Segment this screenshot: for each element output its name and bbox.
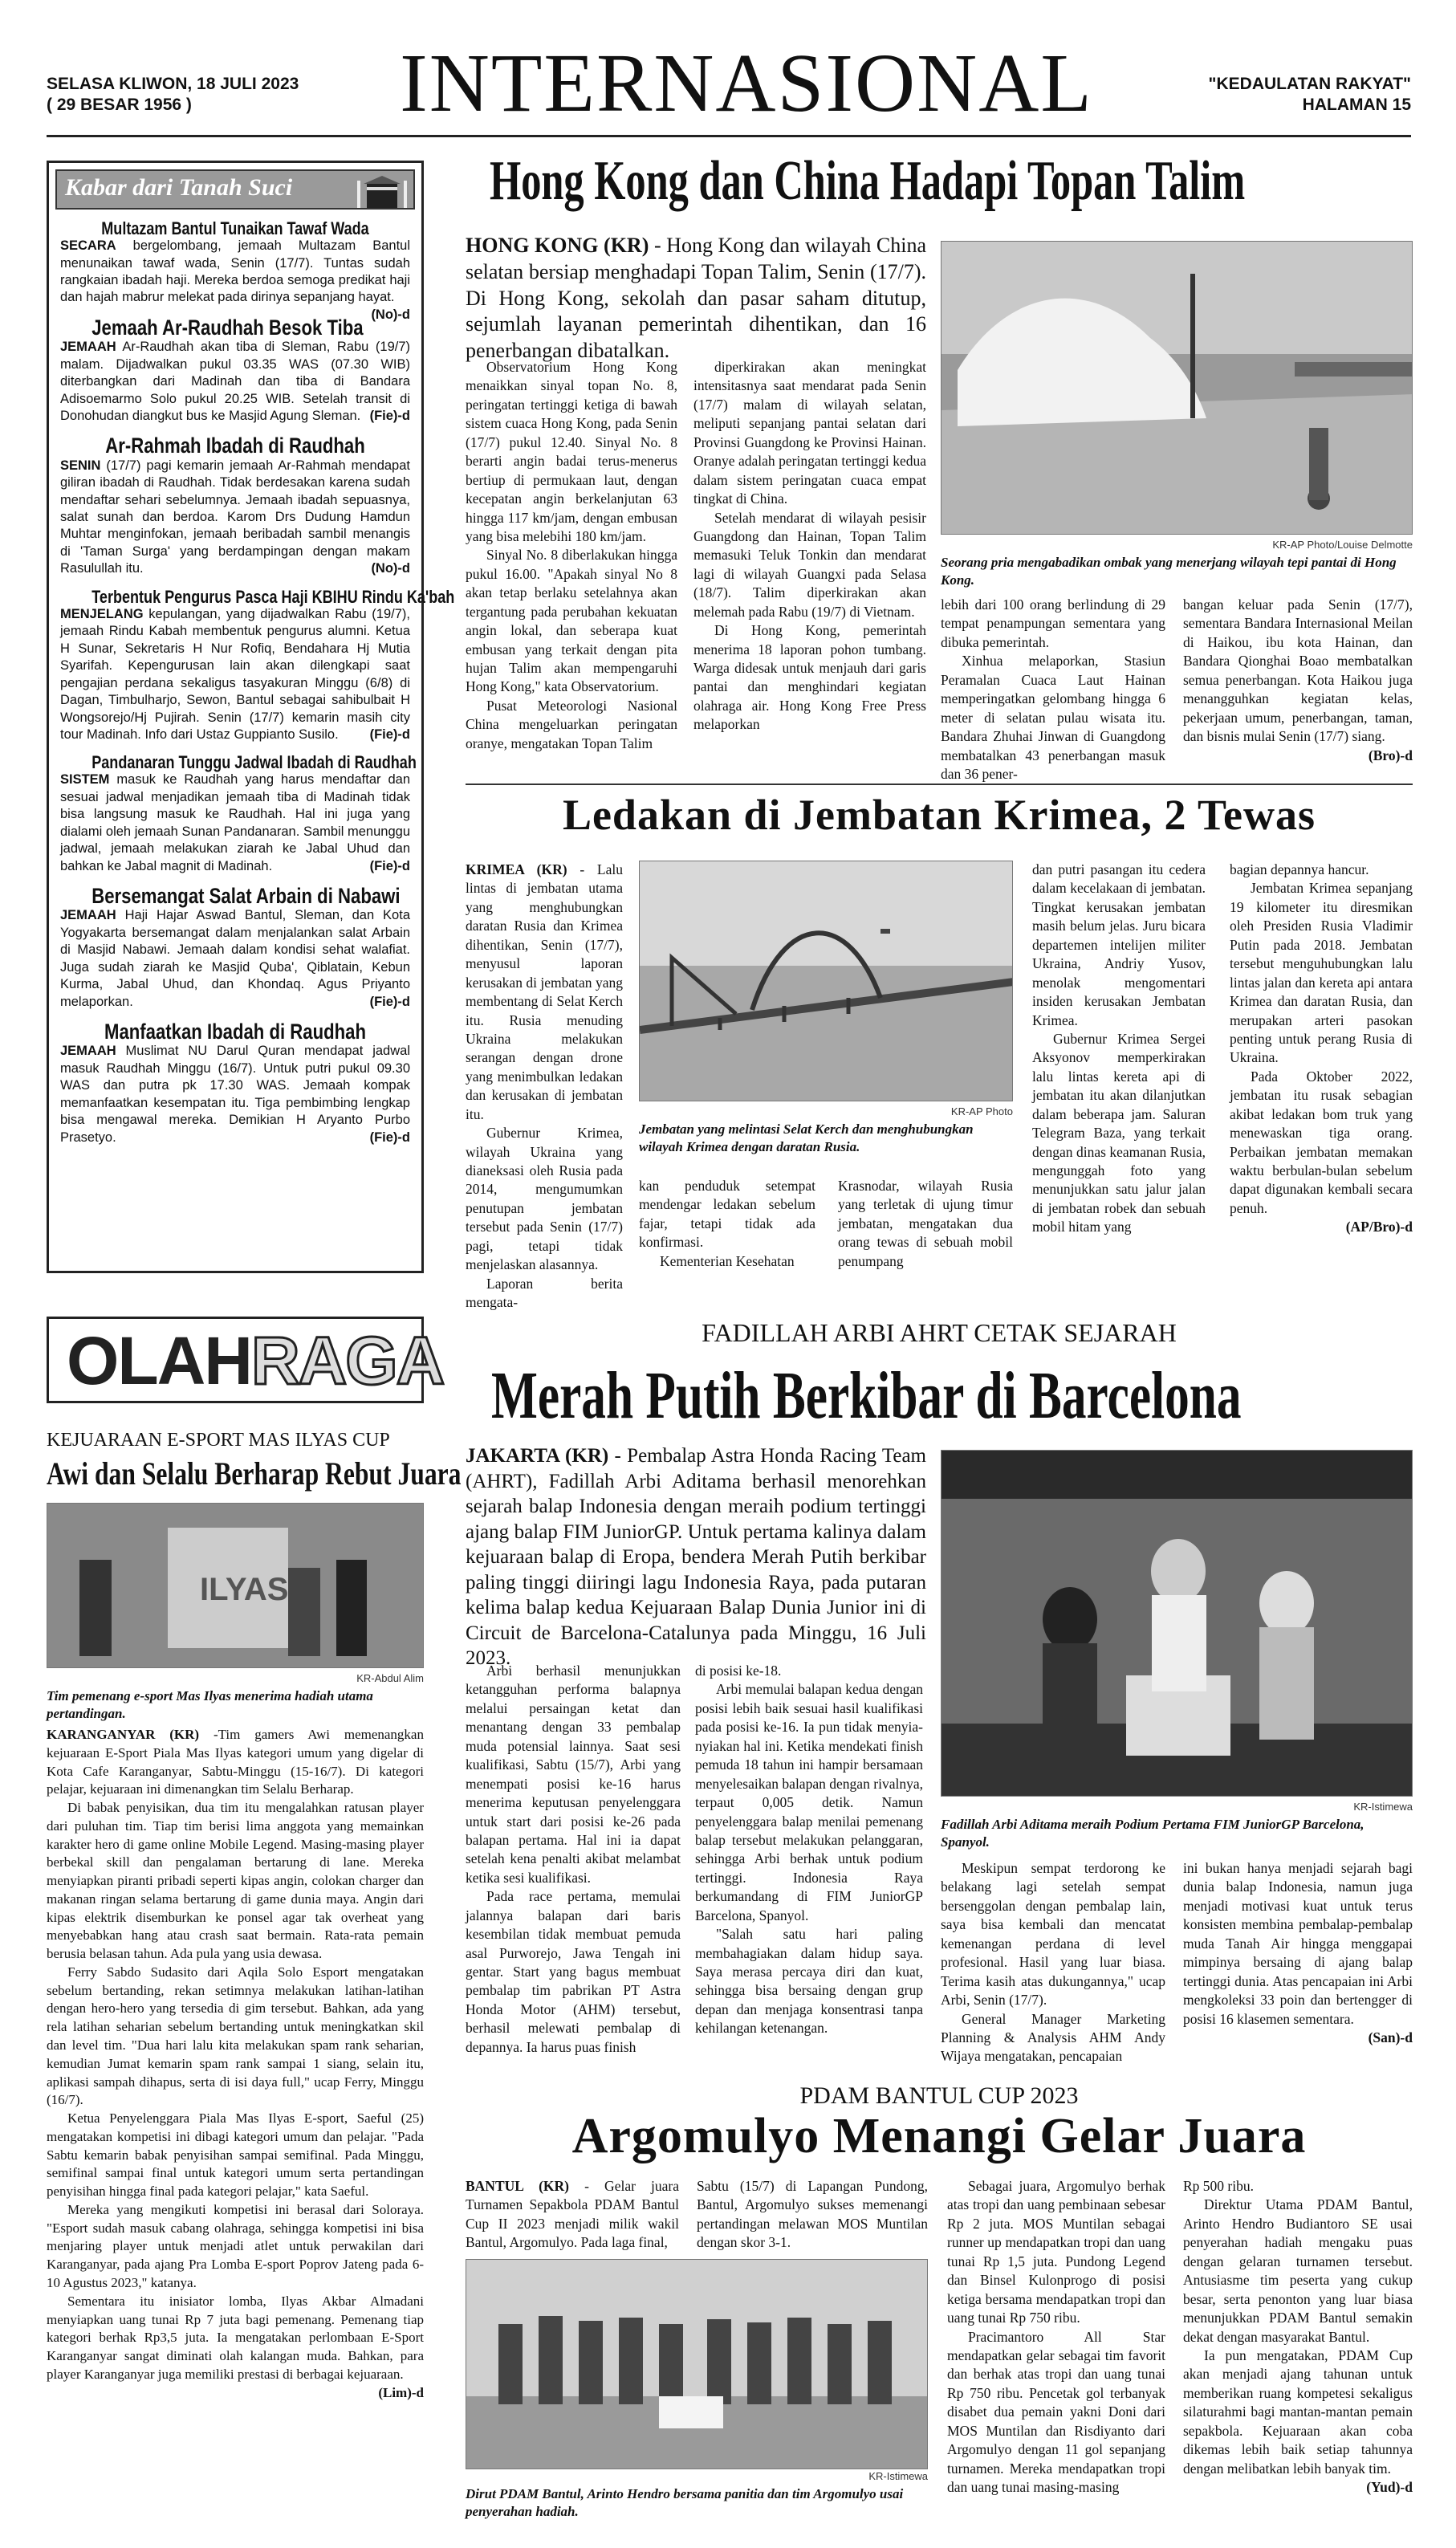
paragraph: Xinhua melaporkan, Stasiun Peramalan Cuaca Laut Hainan memperingatkan gelombang hingga 6 meter di selatan pulau wisata itu. Bandara Zhuhai Jinwan di Guangdong membatalkan 43 penerbangan masuk dan 36 pener- bbox=[941, 653, 1165, 782]
hijri-line: ( 29 BESAR 1956 ) bbox=[47, 96, 192, 115]
krimea-rule bbox=[466, 784, 1413, 785]
esport-body bbox=[47, 1726, 424, 2402]
paragraph: General Manager Marketing Planning & Analysis AHM Andy Wijaya mengatakan, pencapaian bbox=[941, 2010, 1165, 2065]
mp-col1 bbox=[466, 1662, 681, 2057]
kabar-item bbox=[60, 1020, 410, 1146]
kabar-items bbox=[60, 218, 455, 1156]
wave-photo-image bbox=[942, 242, 1413, 535]
kabar-item-lead: MENJELANG bbox=[60, 606, 144, 621]
mp-col4 bbox=[1183, 1859, 1413, 2047]
esport-dateline: KARANGANYAR (KR) bbox=[47, 1727, 200, 1742]
paragraph: Ketua Penyelenggara Piala Mas Ilyas E-sport, Saeful (25) mengatakan kompetisi ini dibagi kategori umum dan pelajar. "Pada Sabtu kemarin babak penyisihan sampai semifinal. Pada Minggu, semifinal sampai final untuk kategori umum serta pertandingan penyisihan hingga final pada kategori pelajar," kata Saeful. bbox=[47, 2110, 424, 2200]
krimea-col1b bbox=[466, 1124, 623, 1312]
esport-headline: Awi dan Selalu Berharap Rebut Juara bbox=[47, 1455, 462, 1492]
olahraga-logo bbox=[47, 1317, 444, 1403]
mp-col3 bbox=[941, 1859, 1165, 2066]
olahraga-label-b: RAGA bbox=[250, 1323, 444, 1398]
hk-col3 bbox=[941, 596, 1165, 784]
paragraph: Kementerian Kesehatan bbox=[660, 1252, 795, 1269]
kabar-item-body bbox=[60, 771, 410, 875]
mp-kicker: FADILLAH ARBI AHRT CETAK SEJARAH bbox=[702, 1318, 1177, 1347]
pdam-headline: Argomulyo Menangi Gelar Juara bbox=[571, 2109, 1307, 2163]
team-photo-image bbox=[466, 2260, 928, 2469]
hk-photo bbox=[941, 241, 1413, 535]
kabar-item bbox=[60, 218, 410, 322]
krimea-col1-text: - Lalu lintas di jembatan utama yang menghubungkan daratan Rusia dan Krimea dihentikan, Senin (17/7), menyusul laporan kerusakan di jembatan yang membentang di Selat Kerch itu. Rusia menuding Ukraina melakukan serangan dengan drone yang menimbulkan ledakan dan kerusakan di jembatan itu. bbox=[466, 861, 624, 1122]
kabar-item-title: Ar-Rahmah Ibadah di Raudhah bbox=[105, 433, 365, 458]
paragraph: Setelah mendarat di wilayah pesisir Guangdong dan Hainan, Topan Talim memasuki Teluk Tonkin dan mendarat lagi di wilayah Guangxi pada Selasa (18/7). Talim diperkirakan akan melemah pada Rabu (19/7) di Vietnam. bbox=[693, 509, 926, 620]
paragraph: Meskipun sempat terdorong ke belakang lagi setelah sempat bersenggolan dengan pembalap lain, saya bisa kembali dan mencatat kemenangan perdana di level profesional. Hasil yang luar biasa. Terima kasih atas dukungannya," ucap Arbi, Senin (17/7). bbox=[941, 1860, 1165, 2009]
kabar-item bbox=[60, 885, 410, 1011]
krimea-photo-credit: KR-AP Photo bbox=[950, 1105, 1013, 1117]
pdam-photo-credit: KR-Istimewa bbox=[868, 2470, 928, 2482]
podium-photo-image bbox=[942, 1451, 1413, 1797]
kabar-item-title: Terbentuk Pengurus Pasca Haji KBIHU Rindu Ka'bah bbox=[92, 586, 455, 607]
author-signature: (Lim)-d bbox=[378, 2384, 424, 2400]
masthead-date bbox=[47, 74, 299, 116]
kabar-item bbox=[60, 752, 417, 875]
pdam-dateline: BANTUL (KR) bbox=[466, 2178, 569, 2194]
kabar-item-body bbox=[60, 238, 410, 322]
author-signature: (Fie)-d bbox=[369, 727, 410, 742]
hk-col1 bbox=[466, 358, 677, 753]
author-signature: (San)-d bbox=[1368, 2029, 1413, 2045]
author-signature: (No)-d bbox=[371, 307, 410, 322]
page-number: HALAMAN 15 bbox=[1302, 96, 1411, 115]
kabar-item-text: masuk ke Raudhah yang harus mendaftar dan sesuai jadwal menjadikan jemaah tiba di Madinah tidak bisa langsung masuk ke Raudhah. Hal ini juga yang dialami oleh jemaah Sunan Pandanaran. Sambil menunggu jadwal, jemaah melakukan ziarah ke Jabal Uhud dan bahkan ke Jabal magnit di Madinah. bbox=[60, 772, 410, 873]
kabar-item-text: Muslimat NU Darul Quran mendapat jadwal masuk Raudhah Minggu (16/7). Untuk putri pukul 09.30 WAS dan putra pk 17.30 WAS. Jemaah kompak memanfaatkan kesempatan itu. Tiga pembimbing lengkap bisa mengawal mereka. Demikian H Aryanto Purbo Prasetyo. bbox=[60, 1044, 410, 1145]
mp-col2 bbox=[695, 1662, 923, 2038]
paragraph: Ia pun mengatakan, PDAM Cup akan menjadi ajang tahunan untuk memberikan ruang kompetesi sekaligus silaturahmi bagi mantan-mantan pemain sepakbola. Kejuaraan akan coba dikemas lebih baik setiap tahunnya dengan melibatkan lebih banyak tim. bbox=[1183, 2347, 1413, 2477]
paper-name: "KEDAULATAN RAKYAT" bbox=[1208, 75, 1411, 93]
kaaba-icon bbox=[356, 173, 409, 210]
hk-headline: Hong Kong dan China Hadapi Topan Talim bbox=[490, 150, 1246, 212]
mp-photo-caption: Fadillah Arbi Aditama meraih Podium Pertama FIM JuniorGP Barcelona, Spanyol. bbox=[941, 1817, 1364, 1850]
kabar-item-body bbox=[60, 907, 410, 1011]
paragraph: Pusat Meteorologi Nasional China mengeluarkan peringatan oranye, mengatakan Topan Talim bbox=[466, 697, 677, 751]
hk-dateline: HONG KONG (KR) bbox=[466, 234, 649, 257]
krimea-photo-caption: Jembatan yang melintasi Selat Kerch dan menghubungkan wilayah Krimea dengan daratan Rusia. bbox=[639, 1121, 974, 1155]
hk-lead bbox=[466, 233, 926, 364]
krimea-col3 bbox=[838, 1177, 1013, 1271]
esport-kicker: KEJUARAAN E-SPORT MAS ILYAS CUP bbox=[47, 1430, 390, 1451]
date-line: SELASA KLIWON, 18 JULI 2023 bbox=[47, 75, 299, 93]
paragraph: Direktur Utama PDAM Bantul, Arinto Hendro Budiantoro SE usai penyerahan hadiah mengaku puas dengan gelaran turnamen tersebut. Antusiasme tim peserta yang cukup besar, serta penonton yang luar biasa menunjukkan PDAM Bantul semakin dekat dengan masyarakat Bantul. bbox=[1183, 2196, 1413, 2345]
masthead-right bbox=[1204, 74, 1411, 116]
paragraph: Observatorium Hong Kong menaikkan sinyal topan No. 8, peringatan tertinggi ketiga di bawah sistem cuaca Hong Kong, pada Senin (17/7) pukul 12.40. Sinyal No. 8 berarti angin badai terus-menerus bertiup di permukaan laut, dengan kecepatan angin berkelanjutan 63 hingga 117 km/jam, dengan embusan yang bisa melebihi 180 km/jam. bbox=[466, 359, 677, 544]
pdam-col1 bbox=[466, 2177, 679, 2253]
kabar-item-text: bergelombang, jemaah Multazam Bantul menunaikan tawaf wada, Senin (17/7). Tuntas sudah rangkaian ibadah haji. Mereka berdoa semoga predikat haji dan hajah mabrur melekat pada dirinya sepanjang hayat. bbox=[60, 238, 410, 305]
pdam-photo bbox=[466, 2259, 928, 2469]
kabar-item-title: Jemaah Ar-Raudhah Besok Tiba bbox=[92, 315, 364, 340]
kabar-item-body bbox=[60, 606, 410, 744]
esport-lead: -Tim gamers Awi memenangkan kejuaraan E-Sport Piala Mas Ilyas kategori umum yang digelar di Kota Cafe Karanganyar, Sabtu-Minggu (15-16/7). Di kategori pelajar, kejuaraan ini dimenangkan tim Selalu Berharap. bbox=[47, 1727, 424, 1797]
kabar-box bbox=[47, 161, 455, 1273]
paragraph: Arbi memulai balapan kedua dengan posisi lebih baik sesuai hasil kualifikasi pada posisi ke-16. Ia pun tidak menyia-nyiakan hal ini. Ketika mendekati finish pemuda 18 tahun ini hampir bersamaan menyelesaikan balapan dengan rivalnya, terpaut 0,005 detik. Namun penyelenggara balap menilai pemenang balap tersebut melakukan pelanggaran, sehingga Arbi berhak untuk podium tertinggi. Indonesia Raya berkumandang di FIM JuniorGP Barcelona, Spanyol. bbox=[695, 1681, 923, 1923]
author-signature: (AP/Bro)-d bbox=[1345, 1219, 1413, 1235]
esport-paras bbox=[47, 1799, 424, 2400]
kabar-item-lead: SISTEM bbox=[60, 772, 110, 788]
author-signature: (Fie)-d bbox=[369, 408, 410, 423]
paragraph: Krasnodar, wilayah Rusia yang terletak di ujung timur jembatan, mengatakan dua orang tewas di sebuah mobil penumpang bbox=[838, 1178, 1013, 1269]
kabar-item bbox=[60, 316, 410, 425]
krimea-headline: Ledakan di Jembatan Krimea, 2 Tewas bbox=[562, 791, 1316, 839]
kabar-item-title: Pandanaran Tunggu Jadwal Ibadah di Raudhah bbox=[92, 752, 417, 773]
pdam-col2 bbox=[697, 2177, 928, 2253]
paragraph: di posisi ke-18. bbox=[695, 1663, 782, 1679]
paragraph: diperkirakan akan meningkat intensitasnya saat mendarat pada Senin (17/7) malam di wilayah selatan, meliputi sepanjang pantai selatan dari Provinsi Guangdong ke Provinsi Hainan. Oranye adalah peringatan tertinggi kedua dalam sistem peringatan cuaca empat tingkat di China. bbox=[693, 359, 926, 507]
pdam-kicker: PDAM BANTUL CUP 2023 bbox=[799, 2082, 1079, 2109]
author-signature: (No)-d bbox=[371, 561, 410, 576]
kabar-item-title: Multazam Bantul Tunaikan Tawaf Wada bbox=[101, 218, 369, 238]
kabar-header bbox=[55, 169, 415, 210]
hk-col2 bbox=[693, 358, 926, 735]
olahraga-label-a: OLAH bbox=[67, 1323, 251, 1398]
kabar-item-text: (17/7) pagi kemarin jemaah Ar-Rahmah mendapat giliran ibadah di Raudhah. Tidak berdesakan karena sudah mendaftar sehari sebelumnya. Jemaah ibadah sepuasnya, salat sunah dan berdoa. Karom Drs Dudung Hamdun Muhtar menginfokan, jemaah beribadah sambil menangis di 'Taman Surga' yang berdampingan dengan makam Rasulullah itu. bbox=[60, 458, 410, 576]
kabar-item bbox=[60, 434, 410, 577]
paragraph: Sebagai juara, Argomulyo berhak atas tropi dan uang pembinaan sebesar Rp 2 juta. MOS Muntilan sebagai runner up mendapatkan tropi dan uang tunai Rp 1,5 juta. Pundong Legend dan Binsel Kulonprogo di posisi ketiga bersama mendapatkan tropi dan uang tunai Rp 750 ribu. bbox=[947, 2178, 1165, 2326]
kabar-header-label: Kabar dari Tanah Suci bbox=[65, 174, 293, 201]
pdam-col1-text: - Gelar juara Turnamen Sepakbola PDAM Bantul Cup II 2023 menjadi milik wakil Bantul, Argomulyo. Pada laga final, bbox=[466, 2178, 680, 2251]
mp-dateline: JAKARTA (KR) bbox=[466, 1445, 609, 1467]
esport-photo bbox=[47, 1503, 424, 1668]
paragraph: Pracimantoro All Star mendapatkan gelar sebagai tim favorit dan berhak atas tropi dan uang tunai Rp 750 ribu. Pencetak gol terbanyak disabet dua pemain yakni Doni dari MOS Muntilan dan Risdiyanto dari Argomulyo dengan 11 gol sepanjang turnamen. Mereka mendapatkan tropi dan uang tunai masing-masing bbox=[947, 2328, 1165, 2495]
mp-photo-credit: KR-Istimewa bbox=[1353, 1801, 1413, 1813]
author-signature: (Fie)-d bbox=[369, 994, 410, 1009]
pdam-col4 bbox=[1183, 2177, 1413, 2497]
paragraph: Jembatan Krimea sepanjang 19 kilometer itu diresmikan oleh Presiden Rusia Vladimir Putin pada 2018. Jembatan tersebut menguhubungkan lalu lintas jalan dan kereta api antara Krimea dan daratan Rusia, dan merupakan arteri pasokan penting untuk perang Rusia di Ukraina. bbox=[1230, 880, 1413, 1066]
kabar-item-lead: JEMAAH bbox=[60, 340, 116, 355]
pdam-col3 bbox=[947, 2177, 1165, 2497]
paragraph: Arbi berhasil menunjukkan ketangguhan performa balapnya melalui persaingan ketat dan menantang dengan 33 pembalap muda potensial lainnya. Saat sesi kualifikasi, Sabtu (15/7), Arbi yang menempati posisi ke-16 harus menerima keputusan penyelenggara untuk start dari posisi ke-26 pada balapan pertama. Hal ini ia dapat setelah kena penalti akibat melambat ketika sesi kualifikasi. bbox=[466, 1663, 681, 1886]
author-signature: (Fie)-d bbox=[369, 1130, 410, 1145]
author-signature: (Fie)-d bbox=[369, 858, 410, 873]
paragraph: Gubernur Krimea Sergei Aksyonov memperkirakan lalu lintas kereta api di jembatan itu akan dilanjutkan dalam beberapa jam. Saluran Telegram Baza, yang terkait dengan dinas keamanan Rusia, mengunggah foto yang menunjukkan satu jalur jalan di jembatan robek dan sebuah mobil hitam yang bbox=[1032, 1030, 1206, 1235]
paragraph: "Salah satu hari paling membahagiakan dalam hidup saya. Saya merasa percaya diri dan kuat, sehingga bisa bersaing dengan grup depan dan menjaga konsentrasi tanpa kehilangan ketenangan. bbox=[695, 1926, 923, 2037]
kabar-item-lead: JEMAAH bbox=[60, 1044, 116, 1059]
krimea-col2 bbox=[639, 1177, 815, 1271]
kabar-item-text: Haji Hajar Aswad Bantul, Sleman, dan Kota Yogyakarta bersemangat dalam menjalankan salat Arbain di Masjid Nabawi. Jemaah dalam kondisi sehat walafiat. Juga sudah ziarah ke Masjid Quba', Qiblatain, Kebun Kurma, Jabal Uhud, dan Khondaq. Agus Priyanto melaporkan. bbox=[60, 908, 410, 1009]
olahraga-label bbox=[67, 1323, 444, 1398]
paragraph: Pada race pertama, memulai jalannya balapan dari baris kesembilan tidak membuat pemuda asal Purworejo, Jawa Tengah ini gentar. Start yang bagus membuat pembalap tim pabrikan PT Astra Honda Motor (AHM) tersebut, berhasil melewati pembalap di depannya. Ia harus puas finish bbox=[466, 1888, 681, 2055]
author-signature: (Yud)-d bbox=[1366, 2479, 1413, 2495]
paragraph: Pada Oktober 2022, jembatan itu rusak sebagian akibat ledakan bom truk yang menewaskan tiga orang. Perbaikan jembatan memakan waktu berbulan-bulan sebelum dapat digunakan kembali secara penuh. bbox=[1230, 1068, 1413, 1216]
krimea-photo bbox=[639, 861, 1013, 1101]
krimea-col4 bbox=[1032, 861, 1206, 1237]
paragraph: bangan keluar pada Senin (17/7), sementara Bandara Internasional Meilan di Haikou, ibu kota Hainan, dan Bandara Qionghai Boao membatalkan semua penerbangan. Kota Haikou juga menangguhkan kegiatan kelas, pekerjaan umum, penerbangan, taman, dan bisnis mulai Senin (17/7) siang. bbox=[1183, 596, 1413, 745]
mp-lead-text: - Pembalap Astra Honda Racing Team (AHRT), Fadillah Arbi Aditama berhasil menorehkan sejarah balap Indonesia dengan meraih podium tertinggi ajang balap FIM JuniorGP. Untuk pertama kalinya dalam kejuaraan balap di Eropa, bendera Merah Putih berkibar paling tinggi diiringi lagu Indonesia Raya, pada putaran kelima balap kedua Kejuaraan Balap Dunia Junior ini di Circuit de Barcelona-Catalunya pada Minggu, 16 Juli 2023. bbox=[466, 1445, 927, 1669]
hk-lead-text: - Hong Kong dan wilayah China selatan bersiap menghadapi Topan Talim, Senin (17/7). Di Hong Kong, sekolah dan pasar saham ditutup, sejumlah layanan pemerintah dihentikan, dan 16 penerbangan dibatalkan. bbox=[466, 234, 926, 362]
paragraph: Ferry Sabdo Sudasito dari Aqila Solo Esport mengatakan sebelum bertanding, rekan setimnya melakukan latihan-latihan dengan hero-hero yang tersedia di gim tersebut. Bahkan, ada yang rela latihan seharian sebelum bertanding untuk meningkatkan skil dan level tim. "Dua hari lalu kita melakukan spam rank seharian, kemudian Jumat kemarin spam rank sampai 1 siang, selain itu, aplikasi sampah dihapus, serta di isi daya full," ucap Ferry, Minggu (16/7). bbox=[47, 1964, 424, 2108]
kabar-item bbox=[60, 586, 455, 744]
paragraph: Di babak penyisikan, dua tim itu mengalahkan ratusan player dari puluhan tim. Tiap tim berisi lima anggota yang memainkan karakter hero di game online Mobile Legend. Masing-masing player berbekal skill dan pengalaman bertarung di lane. Mereka menyiapkan piranti pribadi seperti kipas angin, colokan charger dan makanan ringan selama bertarung di game dunia maya. Angin dari kipas elektrik disemburkan ke ponsel agar tak overheat yang menyebabkan hang atau crash saat bermain. Rata-rata pemain berusia belasan tahun. Ada pula yang usia dewasa. bbox=[47, 1800, 424, 1962]
krimea-col1 bbox=[466, 861, 623, 1313]
kabar-item-lead: SENIN bbox=[60, 458, 101, 473]
kabar-item-lead: JEMAAH bbox=[60, 908, 116, 923]
mp-lead bbox=[466, 1443, 926, 1671]
pdam-col2-text: Sabtu (15/7) di Lapangan Pundong, Bantul, Argomulyo sukses memenangi pertandingan melawan MOS Muntilan dengan skor 3-1. bbox=[697, 2178, 928, 2251]
krimea-col5 bbox=[1230, 861, 1413, 1237]
paragraph: Di Hong Kong, pemerintah menerima 18 laporan pohon tumbang. Warga didesak untuk menjauh dari garis pantai dan menghindari kegiatan olahraga air. Hong Kong Free Press melaporkan bbox=[693, 622, 926, 733]
krimea-dateline: KRIMEA (KR) bbox=[466, 861, 567, 877]
section-title: INTERNASIONAL bbox=[400, 37, 1093, 129]
paragraph: Laporan berita mengata- bbox=[466, 1275, 623, 1311]
paragraph: dan putri pasangan itu cedera dalam kecelakaan di jembatan. Tingkat kerusakan jembatan masih belum jelas. Juru bicara departemen intelijen militer Ukraina, Andriy Yusov, menolak mengomentari insiden kerusakan Jembatan Krimea. bbox=[1032, 861, 1206, 1028]
author-signature: (Bro)-d bbox=[1368, 747, 1413, 763]
kabar-item-body bbox=[60, 458, 410, 578]
paragraph: Rp 500 ribu. bbox=[1183, 2178, 1254, 2194]
bridge-photo-image bbox=[640, 861, 1013, 1101]
kabar-item-title: Manfaatkan Ibadah di Raudhah bbox=[104, 1020, 367, 1044]
paragraph: Sementara itu inisiator lomba, Ilyas Akbar Almadani menyiapkan uang tunai Rp 7 juta bagi pemenang. Pemenang tiap kategori berhak Rp3,5 juta. Ia mengatakan perlombaan E-Sport Karanganyar sangat diminati olah kalangan muda. Bahkan, para player Karanganyar juga memiliki prestasi di berbagai kejuaraan. bbox=[47, 2293, 424, 2382]
paragraph: kan penduduk setempat mendengar ledakan sebelum fajar, tetapi tidak ada konfirmasi. bbox=[639, 1178, 815, 1251]
masthead-rule bbox=[47, 135, 1411, 137]
esport-photo-caption: Tim pemenang e-sport Mas Ilyas menerima hadiah utama pertandingan. bbox=[47, 1688, 373, 1722]
esport-photo-image bbox=[47, 1504, 424, 1668]
kabar-item-text: Ar-Raudhah akan tiba di Sleman, Rabu (19/7) malam. Dijadwalkan pukul 03.35 WAS (07.30 WIB) diterbangkan dari Madinah dan tiba di Bandara Adisoemarmo Solo pukul 20.25 WIB. Setelah transit di Donohudan diangkut bus ke Masjid Agung Sleman. bbox=[60, 340, 410, 423]
kabar-item-lead: SECARA bbox=[60, 238, 116, 254]
paragraph: ini bukan hanya menjadi sejarah bagi dunia balap Indonesia, namun juga menjadi motivasi kuat untuk terus konsisten membina pembalap-pembalap muda Tanah Air hingga menggapai mimpinya bersaing di ajang balap tertinggi dunia. Atas pencapaian ini Arbi mengkoleksi 33 poin dan bertengger di posisi 16 klasemen sementara. bbox=[1183, 1860, 1413, 2027]
hk-col4 bbox=[1183, 596, 1413, 765]
kabar-item-body bbox=[60, 1043, 410, 1146]
hk-photo-caption: Seorang pria mengabadikan ombak yang menerjang wilayah tepi pantai di Hong Kong. bbox=[941, 555, 1397, 588]
kabar-item-body bbox=[60, 339, 410, 425]
mp-photo bbox=[941, 1450, 1413, 1797]
hk-photo-credit: KR-AP Photo/Louise Delmotte bbox=[1272, 539, 1413, 551]
paragraph: Gubernur Krimea, wilayah Ukraina yang dianeksasi oleh Rusia pada 2014, mengumumkan penutupan jembatan tersebut pada Senin (17/7) pagi, tetapi tidak menjelaskan alasannya. bbox=[466, 1125, 623, 1273]
mp-headline: Merah Putih Berkibar di Barcelona bbox=[491, 1358, 1242, 1433]
esport-photo-credit: KR-Abdul Alim bbox=[356, 1672, 424, 1684]
paragraph: Mereka yang mengikuti kompetisi ini berasal dari Soloraya. "Esport sudah masuk cabang olahraga, sehingga kompetisi ini bisa menjaring player untuk menjadi atlet untuk perwakilan dari Karanganyar, pada ajang Pra Lomba E-sport Poprov Jateng pada 6-10 Agustus 2023," katanya. bbox=[47, 2201, 424, 2290]
pdam-photo-caption: Dirut PDAM Bantul, Arinto Hendro bersama panitia dan tim Argomulyo usai penyerahan hadiah. bbox=[466, 2486, 904, 2520]
kabar-item-text: kepulangan, yang dijadwalkan Rabu (19/7), jemaah Rindu Kabah membentuk pengurus alumni. Ketua H Sunar, Sekretaris H Nur Rofiq, Bendahara Hj Mutia Syarifah. Kepengurusan lain akan dilengkapi saat pengajian perdana sekaligus tasyakuran Minggu (6/8) di Dagan, Timbulharjo, Sewon, Bantul sebagai sahibulbait H Wongsorejo/Hj Pujirah. Senin (17/7) kemarin masih city tour Madinah. Info dari Ustaz Guppianto Susilo. bbox=[60, 606, 410, 742]
paragraph: bagian depannya hancur. bbox=[1230, 861, 1369, 877]
kabar-item-title: Bersemangat Salat Arbain di Nabawi bbox=[92, 884, 401, 909]
paragraph: Sinyal No. 8 diberlakukan hingga pukul 16.00. "Apakah sinyal No 8 akan tetap berlaku setelahnya akan tergantung pada perubahan kekuatan angin lokal, dan seberapa kuat embusan yang terkait dengan pita hujan Talim akan mempengaruhi Hong Kong," kata Observatorium. bbox=[466, 547, 677, 695]
svg-text:ILYAS: ILYAS bbox=[200, 1572, 289, 1607]
paragraph: lebih dari 100 orang berlindung di 29 tempat penampungan sementara yang dibuka pemerintah. bbox=[941, 596, 1165, 650]
